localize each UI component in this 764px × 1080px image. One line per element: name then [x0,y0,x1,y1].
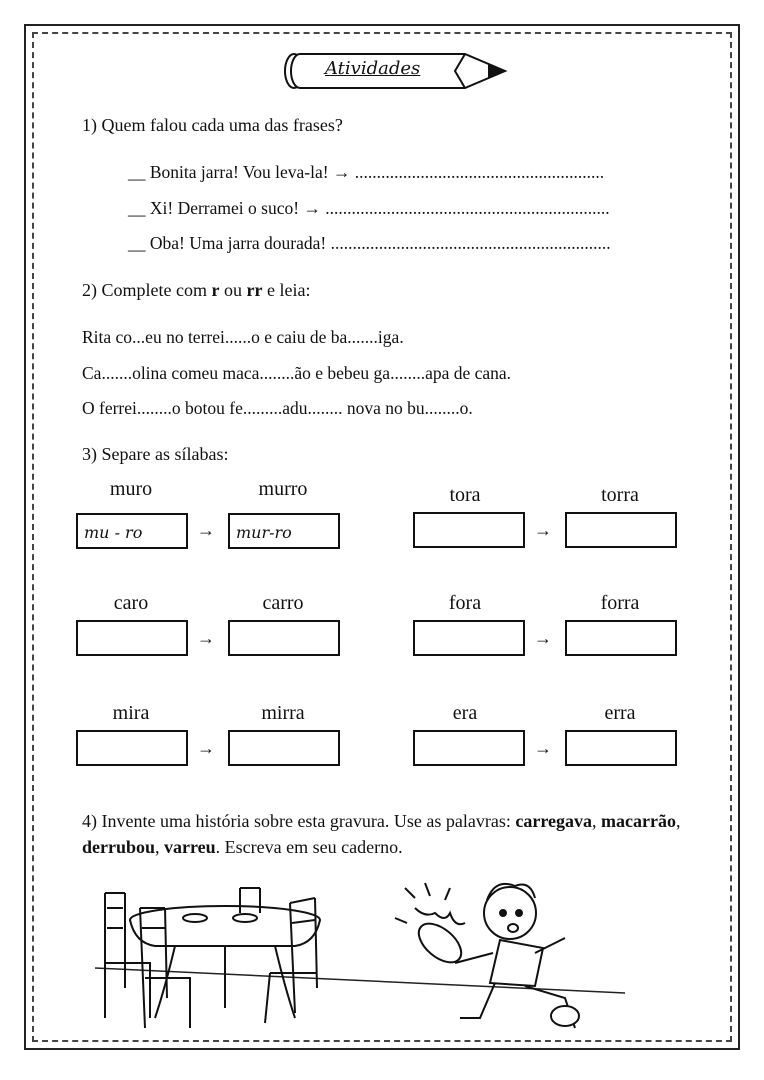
q2-line: Ca.......olina comeu maca........ão e bebeu ga........apa de cana. [82,363,512,383]
q4-prompt: 4) Invente uma história sobre esta gravura. Use as palavras: carregava, macarrão, derrubou, varreu. Escreva em seu caderno. [82,811,681,857]
banner-title: Atividades [325,58,421,79]
answer-box[interactable] [413,730,525,766]
q1-item: __ Bonita jarra! Vou leva-la! → ......................................................... [128,162,605,182]
answer-text: mur-ro [236,523,292,542]
syllable-word: mira [112,702,150,724]
syllable-word: carro [262,592,304,614]
syllable-word: era [452,702,478,724]
syllable-word: mirra [261,702,305,724]
q1-item: __ Oba! Uma jarra dourada! ................................................................ [128,233,611,253]
q3-prompt: 3) Separe as sílabas: [82,444,229,464]
answer-box[interactable] [228,730,340,766]
illustration-dining-scene [95,868,635,1038]
syllable-word: caro [113,592,149,614]
arrow-icon: → [197,628,215,648]
syllable-word: muro [109,478,153,500]
syllable-word: erra [604,702,636,724]
syllable-word: forra [600,592,640,614]
answer-box[interactable] [565,512,677,548]
arrow-icon: → [197,520,215,540]
syllable-word: fora [448,592,482,614]
arrow-icon: → [534,738,552,758]
q1-item: __ Xi! Derramei o suco! → ................................................................. [128,198,610,218]
answer-box[interactable] [228,513,340,549]
answer-box[interactable] [413,620,525,656]
syllable-word: torra [601,484,639,506]
answer-box[interactable] [76,513,188,549]
answer-box[interactable] [565,730,677,766]
answer-box[interactable] [76,620,188,656]
answer-text: mu - ro [84,523,143,542]
answer-box[interactable] [565,620,677,656]
answer-box[interactable] [413,512,525,548]
syllable-word: murro [258,478,308,500]
q2-line: O ferrei........o botou fe.........adu........ nova no bu........o. [82,398,473,418]
q2-prompt: 2) Complete com r ou rr e leia: [82,280,311,300]
syllable-word: tora [449,484,481,506]
spilling-plate-icon [395,883,468,970]
answer-box[interactable] [76,730,188,766]
arrow-icon: → [534,520,552,540]
boy-icon [455,884,579,1028]
arrow-icon: → [197,738,215,758]
q2-line: Rita co...eu no terrei......o e caiu de ba.......iga. [82,327,404,347]
q1-prompt: 1) Quem falou cada uma das frases? [82,115,343,135]
answer-box[interactable] [228,620,340,656]
arrow-icon: → [534,628,552,648]
